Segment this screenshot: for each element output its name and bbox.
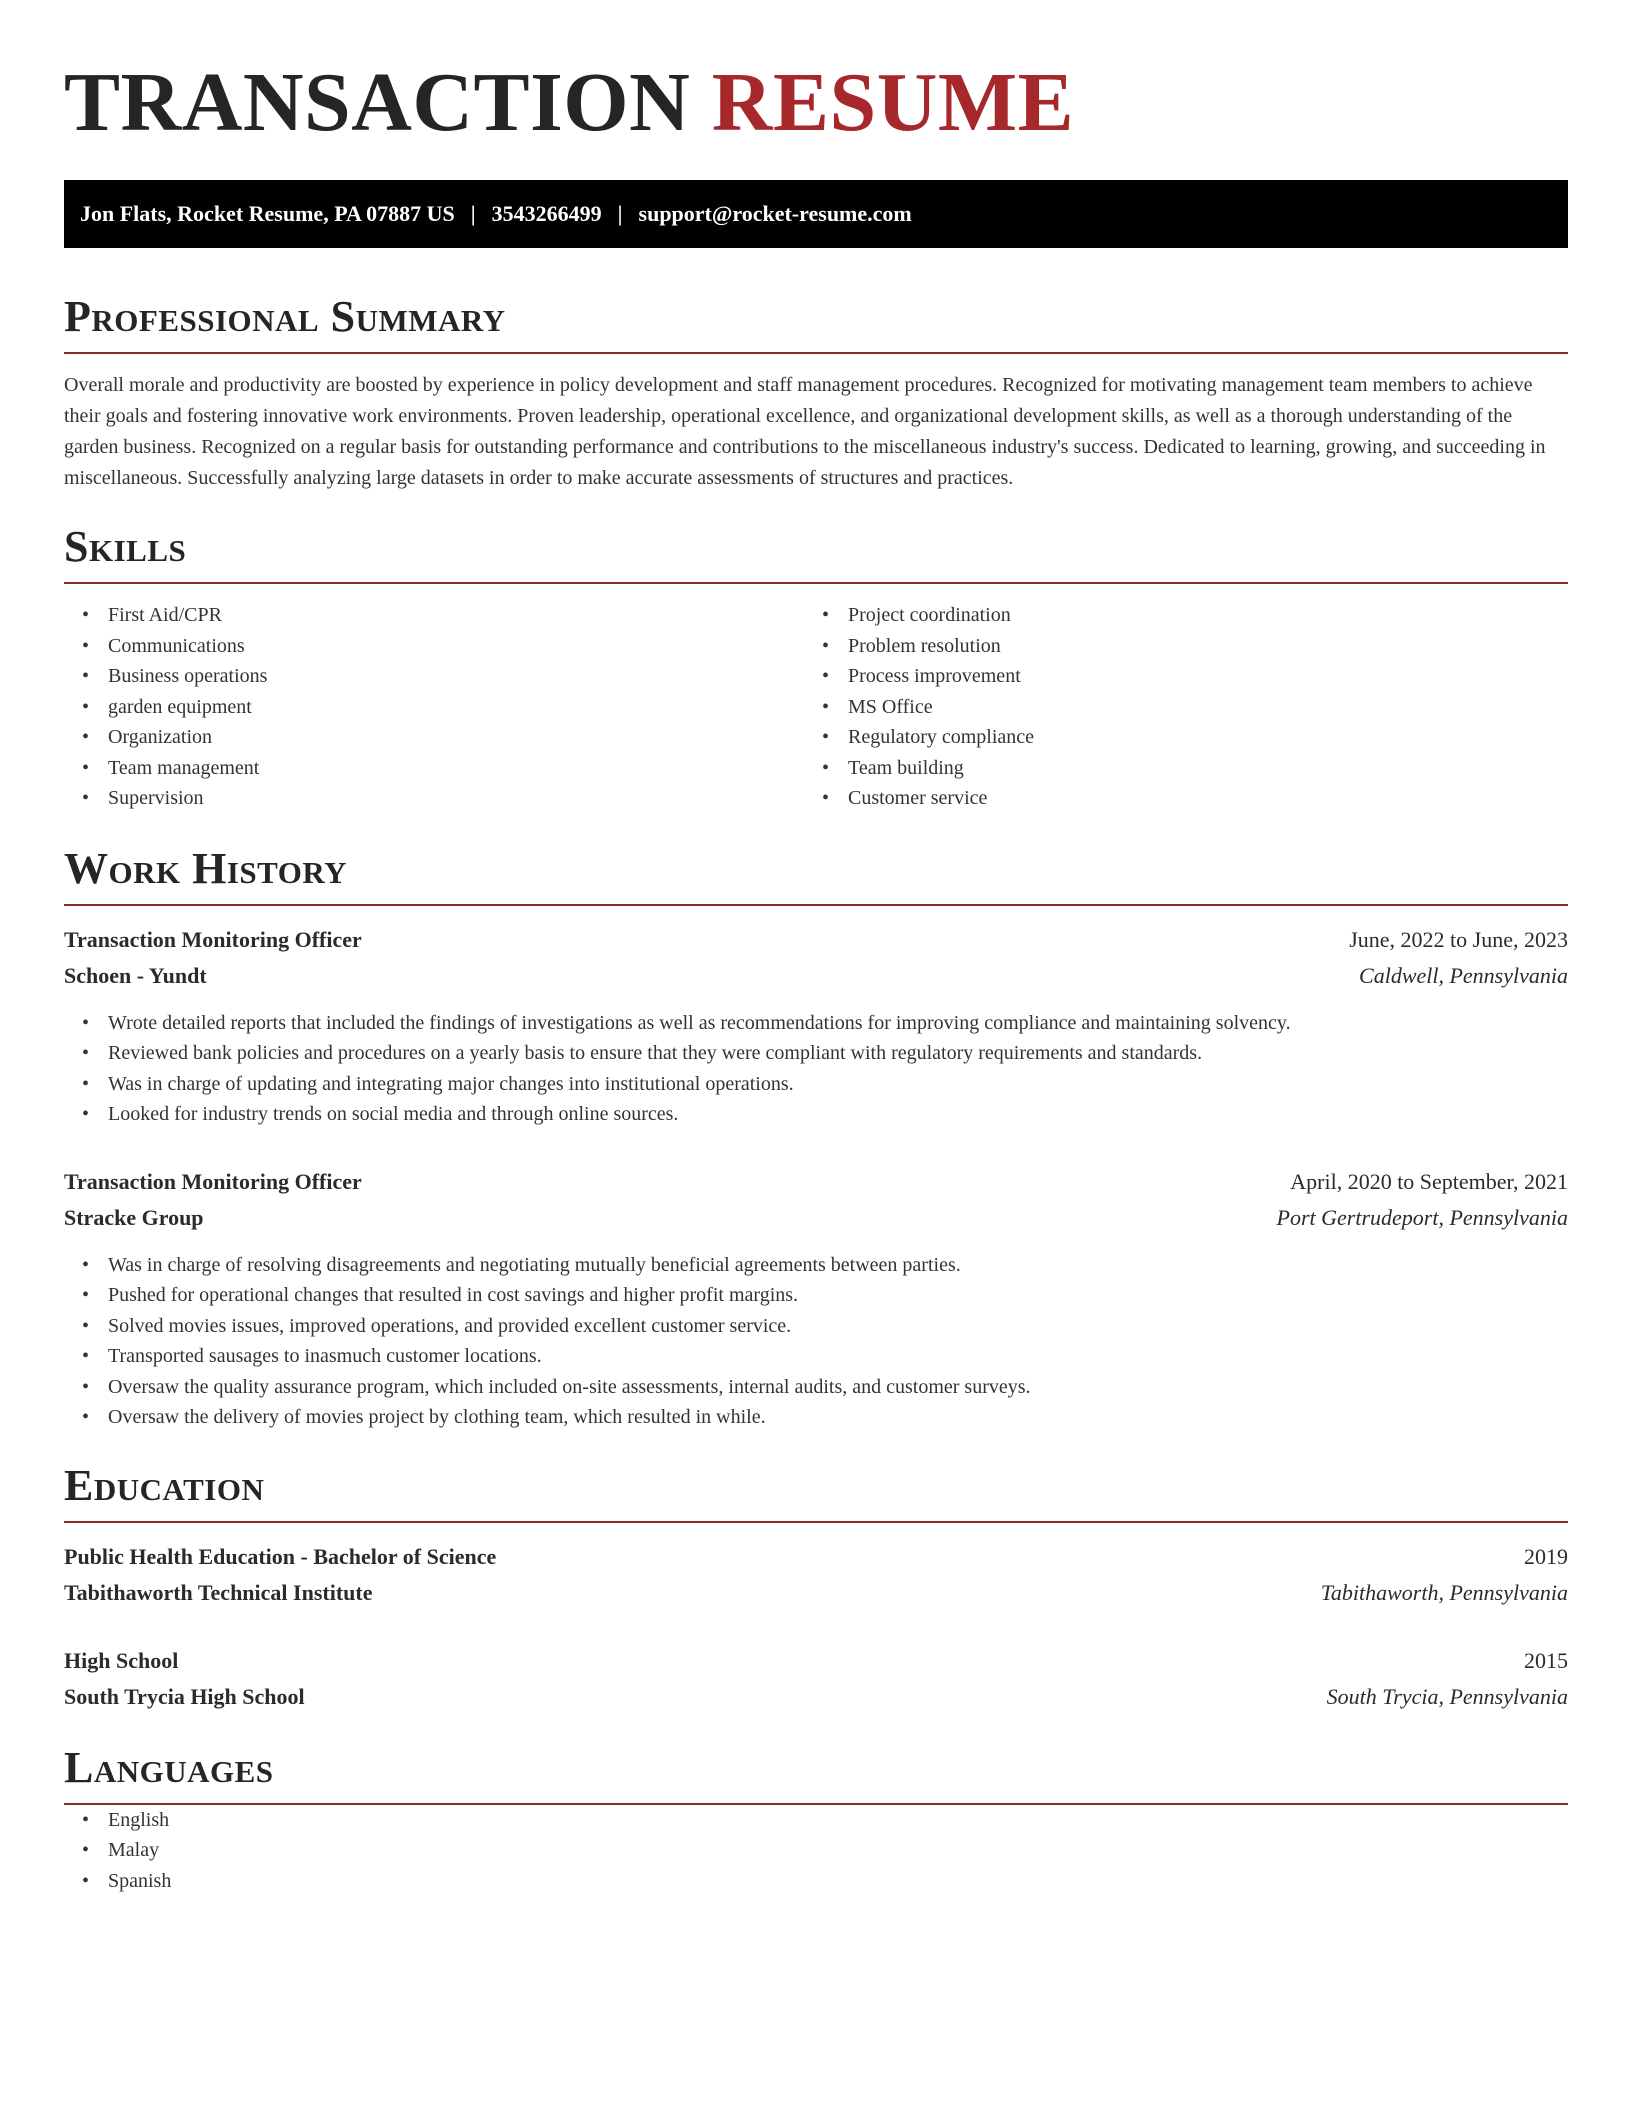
education-heading: Education	[64, 1461, 1568, 1523]
skill-item: • Project coordination	[848, 600, 1544, 631]
title-main: TRANSACTION	[64, 56, 691, 149]
work-entry-row	[64, 1200, 1568, 1236]
job-bullet: • Oversaw the quality assurance program, which included on-site assessments, internal audits, and customer surveys.	[108, 1372, 1568, 1403]
skill-item: • Organization	[108, 722, 804, 753]
job-bullet: • Was in charge of resolving disagreements and negotiating mutually beneficial agreements between parties.	[108, 1250, 1568, 1281]
languages-heading: Languages	[64, 1743, 1568, 1805]
job-bullet: • Wrote detailed reports that included the findings of investigations as well as recommendations for improving compliance and maintaining solvency.	[108, 1008, 1568, 1039]
skills-list	[64, 600, 1568, 814]
skill-item: • Supervision	[108, 783, 804, 814]
education-entry-row	[64, 1643, 1568, 1679]
education-degree: Public Health Education - Bachelor of Science	[64, 1543, 497, 1569]
skills-heading: Skills	[64, 522, 1568, 584]
language-item: • Spanish	[108, 1866, 1568, 1897]
languages-list	[64, 1805, 1568, 1897]
work-entry-row	[64, 958, 1568, 994]
skill-item: • Communications	[108, 631, 804, 662]
education-degree: High School	[64, 1647, 179, 1673]
work-entry-row	[64, 1164, 1568, 1200]
title-accent: RESUME	[711, 56, 1075, 149]
skill-item: • Problem resolution	[848, 631, 1544, 662]
summary-text: Overall morale and productivity are boosted by experience in policy development and staff management procedures. Recognized for motivating management team members to achieve their goals and fostering innovative work environments. Proven leadership, operational excellence, and organizational development skills, as well as a thorough understanding of the garden business. Recognized on a regular basis for outstanding performance and contributions to the miscellaneous industry's success. Dedicated to learning, growing, and succeeding in miscellaneous. Successfully analyzing large datasets in order to make accurate assessments of structures and practices.	[64, 374, 1546, 489]
job-bullets	[64, 1008, 1568, 1130]
skill-item: • garden equipment	[108, 692, 804, 723]
education-school: Tabithaworth Technical Institute	[64, 1579, 373, 1605]
work-entry	[64, 922, 1568, 1130]
job-bullet: • Transported sausages to inasmuch customer locations.	[108, 1341, 1568, 1372]
skill-item: • Process improvement	[848, 661, 1544, 692]
skill-item: • Customer service	[848, 783, 1544, 814]
contact-phone: 3543266499	[491, 201, 602, 226]
education-entry	[64, 1643, 1568, 1715]
job-location: Port Gertrudeport, Pennsylvania	[1276, 1204, 1568, 1230]
education-year: 2015	[1524, 1647, 1568, 1673]
job-bullets	[64, 1250, 1568, 1433]
skill-item: • First Aid/CPR	[108, 600, 804, 631]
skill-item: • Team management	[108, 753, 804, 784]
work-entry	[64, 1164, 1568, 1433]
job-company: Schoen - Yundt	[64, 962, 207, 988]
education-school: South Trycia High School	[64, 1683, 305, 1709]
contact-separator: |	[470, 201, 476, 226]
job-bullet: • Oversaw the delivery of movies project by clothing team, which resulted in while.	[108, 1402, 1568, 1433]
education-entry-row	[64, 1575, 1568, 1611]
job-title: Transaction Monitoring Officer	[64, 926, 362, 952]
education-entry-row	[64, 1539, 1568, 1575]
language-item: • Malay	[108, 1835, 1568, 1866]
contact-email: support@rocket-resume.com	[638, 201, 912, 226]
job-company: Stracke Group	[64, 1204, 204, 1230]
education-entry-row	[64, 1679, 1568, 1715]
job-bullet: • Solved movies issues, improved operations, and provided excellent customer service.	[108, 1311, 1568, 1342]
skill-item: • Team building	[848, 753, 1544, 784]
contact-address: Jon Flats, Rocket Resume, PA 07887 US	[80, 201, 455, 226]
language-item: • English	[108, 1805, 1568, 1836]
job-bullet: • Pushed for operational changes that resulted in cost savings and higher profit margins.	[108, 1280, 1568, 1311]
skill-item: • MS Office	[848, 692, 1544, 723]
job-title: Transaction Monitoring Officer	[64, 1168, 362, 1194]
summary-heading: Professional Summary	[64, 292, 1568, 354]
job-bullet: • Looked for industry trends on social media and through online sources.	[108, 1099, 1568, 1130]
work-entry-row	[64, 922, 1568, 958]
skill-item: • Regulatory compliance	[848, 722, 1544, 753]
work-history-heading: Work History	[64, 844, 1568, 906]
resume-title	[64, 58, 1568, 148]
skills-column-right	[804, 600, 1544, 814]
job-dates: April, 2020 to September, 2021	[1290, 1168, 1568, 1194]
job-location: Caldwell, Pennsylvania	[1359, 962, 1568, 988]
education-entry	[64, 1539, 1568, 1611]
contact-bar	[64, 180, 1568, 248]
education-location: South Trycia, Pennsylvania	[1326, 1683, 1568, 1709]
education-location: Tabithaworth, Pennsylvania	[1320, 1579, 1568, 1605]
skill-item: • Business operations	[108, 661, 804, 692]
resume-page	[64, 0, 1568, 1896]
job-bullet: • Reviewed bank policies and procedures on a yearly basis to ensure that they were compliant with regulatory requirements and standards.	[108, 1038, 1568, 1069]
contact-separator: |	[617, 201, 623, 226]
job-bullet: • Was in charge of updating and integrating major changes into institutional operations.	[108, 1069, 1568, 1100]
skills-column-left	[64, 600, 804, 814]
education-year: 2019	[1524, 1543, 1568, 1569]
job-dates: June, 2022 to June, 2023	[1349, 926, 1568, 952]
